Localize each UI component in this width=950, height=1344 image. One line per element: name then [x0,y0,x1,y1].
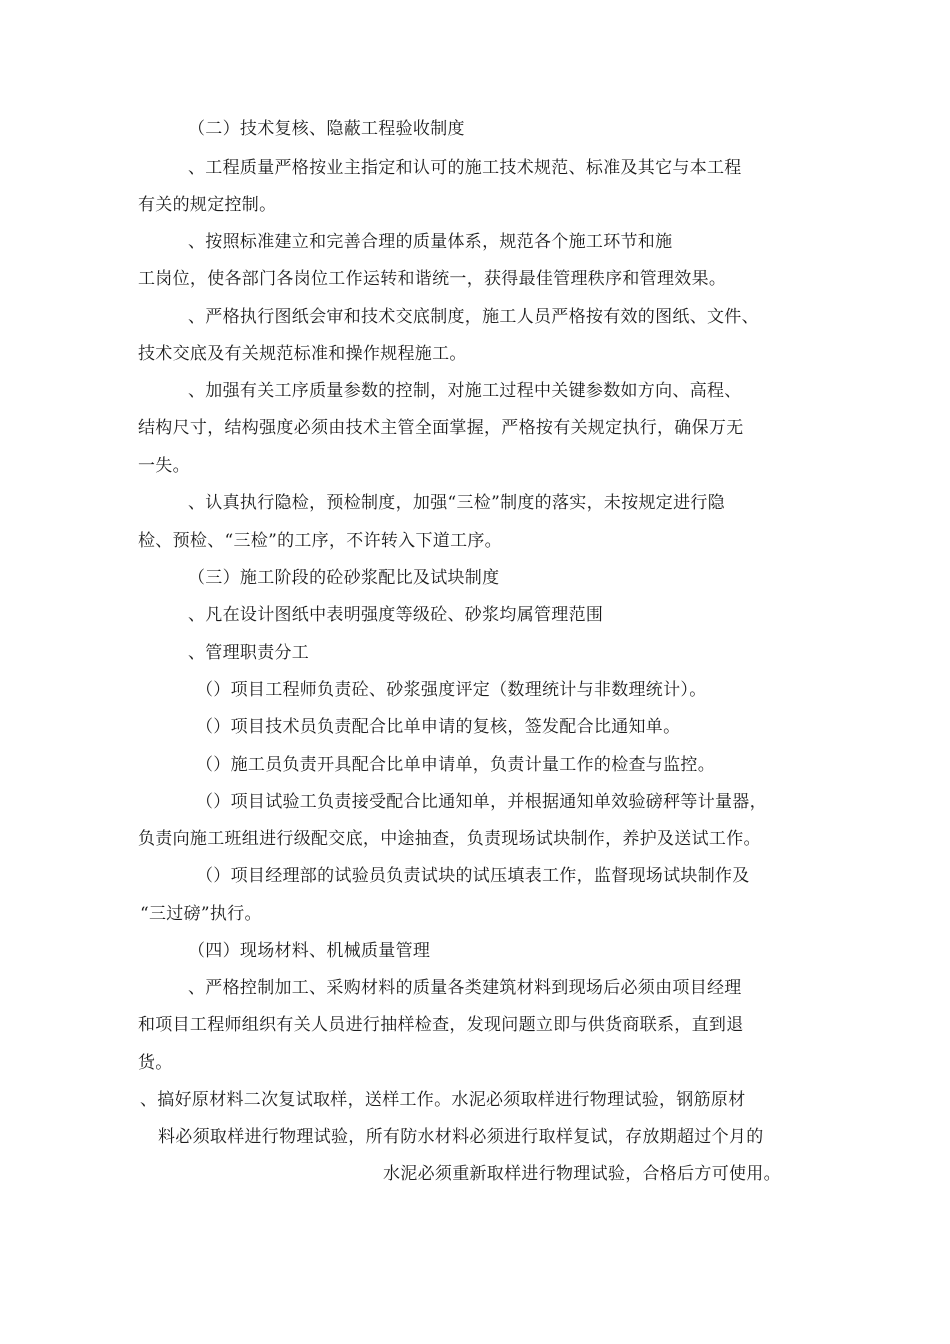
paragraph-line: 一失。 [138,456,190,476]
paragraph-line: 、管理职责分工 [188,643,310,663]
paragraph-line: （）施工员负责开具配合比单申请单，负责计量工作的检查与监控。 [196,755,715,775]
paragraph-line: 负责向施工班组进行级配交底，中途抽查，负责现场试块制作，养护及送试工作。 [138,829,761,849]
paragraph-line: 、工程质量严格按业主指定和认可的施工技术规范、标准及其它与本工程 [188,158,742,178]
paragraph-line: 、加强有关工序质量参数的控制，对施工过程中关键参数如方向、高程、 [188,381,742,401]
paragraph-line: 技术交底及有关规范标准和操作规程施工。 [138,344,467,364]
section-heading: （三）施工阶段的砼砂浆配比及试块制度 [188,568,500,588]
section-heading: （二）技术复核、隐蔽工程验收制度 [188,119,465,139]
paragraph-line: （）项目技术员负责配合比单申请的复核，签发配合比通知单。 [196,717,681,737]
paragraph-line: 、严格控制加工、采购材料的质量各类建筑材料到现场后必须由项目经理 [188,978,742,998]
paragraph-line: 、认真执行隐检，预检制度，加强“三检”制度的落实，未按规定进行隐 [188,493,725,513]
paragraph-line: 水泥必须重新取样进行物理试验，合格后方可使用。 [383,1164,781,1184]
paragraph-line: 货。 [138,1053,173,1073]
paragraph-line: 、凡在设计图纸中表明强度等级砼、砂浆均属管理范围 [188,605,604,625]
paragraph-line: 结构尺寸，结构强度必须由技术主管全面掌握，严格按有关规定执行，确保万无 [138,418,744,438]
paragraph-line: 、按照标准建立和完善合理的质量体系，规范各个施工环节和施 [188,232,673,252]
paragraph-line: （）项目经理部的试验员负责试块的试压填表工作，监督现场试块制作及 [196,866,750,886]
paragraph-line: 有关的规定控制。 [138,195,277,215]
paragraph-line: 、搞好原材料二次复试取样，送样工作。水泥必须取样进行物理试验，钢筋原材 [140,1090,746,1110]
section-heading: （四）现场材料、机械质量管理 [188,941,431,961]
paragraph-line: 检、预检、“三检”的工序，不许转入下道工序。 [138,531,502,551]
paragraph-line: 工岗位，使各部门各岗位工作运转和谐统一，获得最佳管理秩序和管理效果。 [138,269,727,289]
paragraph-line: 、严格执行图纸会审和技术交底制度，施工人员严格按有效的图纸、文件、 [188,307,759,327]
paragraph-line: 料必须取样进行物理试验，所有防水材料必须进行取样复试，存放期超过个月的 [158,1127,764,1147]
paragraph-line: “三过磅”执行。 [140,904,262,924]
paragraph-line: 和项目工程师组织有关人员进行抽样检查，发现问题立即与供货商联系，直到退 [138,1015,744,1035]
paragraph-line: （）项目试验工负责接受配合比通知单，并根据通知单效验磅秤等计量器， [196,792,767,812]
paragraph-line: （）项目工程师负责砼、砂浆强度评定（数理统计与非数理统计）。 [196,680,707,700]
